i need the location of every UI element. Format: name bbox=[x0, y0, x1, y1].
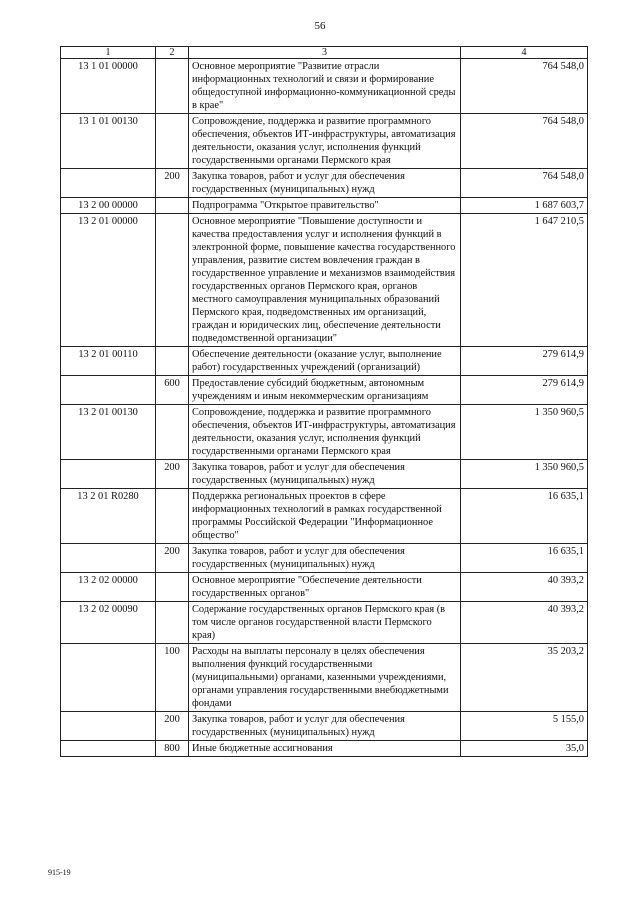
item-name: Содержание государственных органов Пермского края (в том числе органов государственной власти Пермского края) bbox=[189, 602, 461, 644]
target-article-code bbox=[61, 169, 156, 198]
amount: 1 687 603,7 bbox=[461, 198, 588, 214]
amount: 5 155,0 bbox=[461, 712, 588, 741]
amount: 764 548,0 bbox=[461, 169, 588, 198]
item-name: Поддержка региональных проектов в сфере информационных технологий в рамках государственной программы Российской Федерации "Информационное общество" bbox=[189, 489, 461, 544]
amount: 279 614,9 bbox=[461, 347, 588, 376]
target-article-code: 13 1 01 00130 bbox=[61, 114, 156, 169]
item-name: Закупка товаров, работ и услуг для обеспечения государственных (муниципальных) нужд bbox=[189, 544, 461, 573]
page-number: 56 bbox=[314, 20, 326, 32]
target-article-code bbox=[61, 376, 156, 405]
table-row bbox=[61, 602, 588, 644]
item-name: Закупка товаров, работ и услуг для обеспечения государственных (муниципальных) нужд bbox=[189, 169, 461, 198]
expense-type-code bbox=[156, 114, 189, 169]
expense-type-code bbox=[156, 573, 189, 602]
expense-type-code: 800 bbox=[156, 741, 189, 757]
header-col-4: 4 bbox=[461, 47, 588, 59]
target-article-code: 13 2 01 R0280 bbox=[61, 489, 156, 544]
amount: 1 350 960,5 bbox=[461, 405, 588, 460]
header-col-2: 2 bbox=[156, 47, 189, 59]
target-article-code: 13 2 01 00000 bbox=[61, 214, 156, 347]
item-name: Сопровождение, поддержка и развитие программного обеспечения, объектов ИТ-инфраструктуры, автоматизация деятельности, оказания услуг, исполнения функций государственными органами Пермского края bbox=[189, 114, 461, 169]
target-article-code: 13 2 02 00090 bbox=[61, 602, 156, 644]
table-row bbox=[61, 59, 588, 114]
target-article-code bbox=[61, 741, 156, 757]
item-name: Закупка товаров, работ и услуг для обеспечения государственных (муниципальных) нужд bbox=[189, 460, 461, 489]
target-article-code: 13 2 01 00130 bbox=[61, 405, 156, 460]
expense-type-code: 600 bbox=[156, 376, 189, 405]
table-row bbox=[61, 347, 588, 376]
document-code: 915-19 bbox=[48, 868, 71, 877]
table-row bbox=[61, 376, 588, 405]
item-name: Основное мероприятие "Обеспечение деятельности государственных органов" bbox=[189, 573, 461, 602]
item-name: Сопровождение, поддержка и развитие программного обеспечения, объектов ИТ-инфраструктуры, автоматизация деятельности, оказания услуг, исполнения функций государственными органами Пермского края bbox=[189, 405, 461, 460]
expense-type-code: 200 bbox=[156, 712, 189, 741]
table-body bbox=[61, 59, 588, 757]
header-col-1: 1 bbox=[61, 47, 156, 59]
target-article-code: 13 2 02 00000 bbox=[61, 573, 156, 602]
expense-type-code: 200 bbox=[156, 460, 189, 489]
table-row bbox=[61, 544, 588, 573]
item-name: Иные бюджетные ассигнования bbox=[189, 741, 461, 757]
item-name: Основное мероприятие "Развитие отрасли информационных технологий и связи и формирование общедоступной информационно-коммуникационной среды в крае" bbox=[189, 59, 461, 114]
amount: 279 614,9 bbox=[461, 376, 588, 405]
expense-type-code bbox=[156, 59, 189, 114]
table-row bbox=[61, 644, 588, 712]
amount: 35 203,2 bbox=[461, 644, 588, 712]
expense-type-code: 200 bbox=[156, 544, 189, 573]
table-row bbox=[61, 489, 588, 544]
budget-table bbox=[60, 46, 588, 757]
table-header-row bbox=[61, 47, 588, 59]
expense-type-code: 200 bbox=[156, 169, 189, 198]
amount: 35,0 bbox=[461, 741, 588, 757]
target-article-code bbox=[61, 712, 156, 741]
amount: 40 393,2 bbox=[461, 573, 588, 602]
target-article-code bbox=[61, 460, 156, 489]
expense-type-code bbox=[156, 489, 189, 544]
expense-type-code: 100 bbox=[156, 644, 189, 712]
amount: 764 548,0 bbox=[461, 59, 588, 114]
table-row bbox=[61, 114, 588, 169]
table-row bbox=[61, 214, 588, 347]
expense-type-code bbox=[156, 214, 189, 347]
expense-type-code bbox=[156, 198, 189, 214]
expense-type-code bbox=[156, 602, 189, 644]
item-name: Закупка товаров, работ и услуг для обеспечения государственных (муниципальных) нужд bbox=[189, 712, 461, 741]
expense-type-code bbox=[156, 347, 189, 376]
item-name: Подпрограмма "Открытое правительство" bbox=[189, 198, 461, 214]
target-article-code: 13 1 01 00000 bbox=[61, 59, 156, 114]
amount: 16 635,1 bbox=[461, 489, 588, 544]
item-name: Основное мероприятие "Повышение доступности и качества предоставления услуг и исполнения функций в электронной форме, повышение качества государственного управления, развитие систем вовлечения граждан в государственное управление и механизмов взаимодействия государственных органов Пермского края, органов местного самоуправления муниципальных образований Пермского края, подведомственных им организаций, граждан и юридических лиц, обеспечение деятельности подведомственной организации" bbox=[189, 214, 461, 347]
table-row bbox=[61, 405, 588, 460]
amount: 40 393,2 bbox=[461, 602, 588, 644]
table-row bbox=[61, 741, 588, 757]
target-article-code: 13 2 01 00110 bbox=[61, 347, 156, 376]
header-col-3: 3 bbox=[189, 47, 461, 59]
table-row bbox=[61, 712, 588, 741]
table-row bbox=[61, 169, 588, 198]
amount: 16 635,1 bbox=[461, 544, 588, 573]
target-article-code bbox=[61, 544, 156, 573]
target-article-code: 13 2 00 00000 bbox=[61, 198, 156, 214]
item-name: Обеспечение деятельности (оказание услуг, выполнение работ) государственных учреждений (организаций) bbox=[189, 347, 461, 376]
item-name: Предоставление субсидий бюджетным, автономным учреждениям и иным некоммерческим организациям bbox=[189, 376, 461, 405]
target-article-code bbox=[61, 644, 156, 712]
table-row bbox=[61, 460, 588, 489]
table-row bbox=[61, 198, 588, 214]
table-row bbox=[61, 573, 588, 602]
expense-type-code bbox=[156, 405, 189, 460]
amount: 1 350 960,5 bbox=[461, 460, 588, 489]
amount: 764 548,0 bbox=[461, 114, 588, 169]
item-name: Расходы на выплаты персоналу в целях обеспечения выполнения функций государственными (муниципальными) органами, казенными учреждениями, органами управления государственными внебюджетными фондами bbox=[189, 644, 461, 712]
amount: 1 647 210,5 bbox=[461, 214, 588, 347]
